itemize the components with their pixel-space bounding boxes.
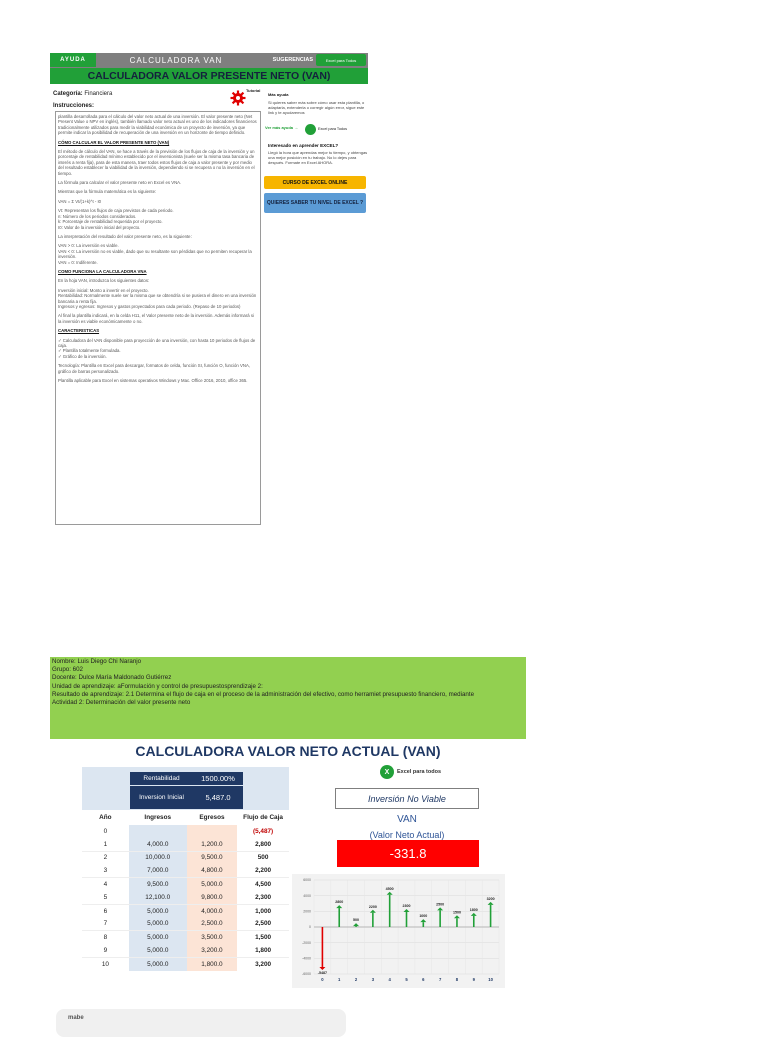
- instr-p23: ✓ Gráfico de la inversión.: [58, 353, 107, 359]
- chart-category-label: 4: [388, 977, 391, 982]
- chart-category-label: 9: [472, 977, 475, 982]
- chart-category-label: 3: [371, 977, 375, 982]
- table-row: [82, 864, 289, 877]
- cell-ano: 3: [82, 864, 129, 877]
- student-info-block: [50, 657, 526, 739]
- excel-logo-icon: X: [380, 765, 394, 779]
- chart-bar-arrowhead: [319, 967, 325, 970]
- cell-egresos[interactable]: 3,500.0: [187, 931, 237, 944]
- instr-p16: Inversión inicial: Monto a invertir en el proyecto.: [58, 287, 149, 293]
- chart-bar-arrowhead: [420, 919, 426, 922]
- chart-bar-arrowhead: [404, 909, 410, 912]
- table-row: [82, 931, 289, 944]
- brand-logo[interactable]: [380, 764, 450, 780]
- table-row: [82, 918, 289, 931]
- chart-category-label: 2: [354, 977, 358, 982]
- col-header-flujo: Flujo de Caja: [237, 810, 289, 825]
- instr-p6: Vt: Representan los flujos de caja previstos de cada periodo.: [58, 208, 174, 214]
- side-help-text: Si quieres saber más sobre cómo usar esta plantilla, o adaptarla, extenderla o corregir algún error, sigue este link y te ayudaremos: [268, 100, 365, 115]
- cell-ano: 2: [103, 854, 108, 862]
- chart-category-label: 10: [488, 977, 493, 982]
- cell-egresos[interactable]: 9,800.0: [187, 891, 237, 904]
- chart-y-tick-label: 0: [309, 925, 311, 930]
- cell-ingresos[interactable]: [129, 825, 187, 838]
- table-row: [82, 904, 289, 917]
- student-line: Actividad 2: Determinación del valor presente neto: [52, 699, 191, 707]
- instr-p11: VAN > 0: La inversión es viable.: [58, 243, 119, 249]
- status-box: Inversión No Viable: [335, 788, 479, 809]
- instr-p3: La fórmula para calcular el valor presente neto en Excel es VNA.: [58, 180, 182, 186]
- cell-ano: 4: [103, 881, 108, 889]
- cell-ingresos[interactable]: 5,000.0: [129, 904, 187, 917]
- cell-ano: 8: [103, 934, 108, 942]
- table-row: [82, 825, 289, 838]
- student-line: Resultado de aprendizaje: 2.1 Determina el flujo de caja en el proceso de la administración del efectivo, como herramiet presupuesto financiero, mediante: [52, 690, 475, 698]
- cash-flow-chart: [292, 874, 505, 988]
- cell-ano: 5: [82, 891, 129, 904]
- cell-ano: 6: [103, 907, 108, 915]
- chart-category-label: 6: [422, 977, 425, 982]
- cell-egresos[interactable]: 9,500.0: [187, 851, 237, 864]
- instr-p2: El método de cálculo del VAN, se hace a través de la previsión de los flujos de caja de la inversión y un porcentaje de rentabilidad mínimo establecido por el inversionista (suele ser la misma tasa bancaria de interés a renta fija), para de esta manera, traer todos estos flujos de caja a valor presente y por medio del resultado establecer la viabilidad de la inversión, dependiendo si se recupera o no la inversión en el tiempo.: [58, 149, 255, 176]
- table-row: [82, 851, 289, 864]
- chart-category-label: 1: [338, 977, 341, 982]
- brand-badge-small[interactable]: Excel para Todos: [316, 54, 366, 66]
- chart-data-label: 2300: [402, 903, 411, 908]
- chart-bar-arrowhead: [454, 915, 460, 918]
- cell-ingresos[interactable]: 10,000.0: [129, 851, 187, 864]
- table-row: [82, 944, 289, 957]
- instr-p18: Ingresos y egresos: Ingresos y gastos proyectados para cada periodo. (Repaso de 10 periodos): [58, 303, 241, 309]
- side-excel-title: Interesado en aprender EXCEL?: [268, 143, 339, 148]
- table-row: [82, 878, 289, 891]
- instr-p9: I0: Valor de la inversión inicial del proyecto.: [58, 224, 141, 230]
- ayuda-tab[interactable]: AYUDA: [50, 53, 96, 67]
- instr-p22: ✓ Plantilla totalmente formulada.: [58, 348, 121, 354]
- col-header-ano: Año: [82, 810, 129, 825]
- van-result: -331.8: [337, 840, 479, 867]
- chart-data-label: 2800: [335, 900, 344, 905]
- chart-y-tick-label: -2000: [302, 940, 311, 945]
- cell-ano: 0: [103, 827, 108, 835]
- instr-p7: n: Número de los periodos considerados.: [58, 213, 137, 219]
- tutorial-link[interactable]: Tutorial: [246, 88, 261, 93]
- curso-excel-button[interactable]: CURSO DE EXCEL ONLINE: [264, 176, 366, 189]
- nivel-excel-button[interactable]: QUIERES SABER TU NIVEL DE EXCEL ?: [264, 193, 366, 213]
- chart-bar-arrowhead: [488, 902, 494, 905]
- instr-p12: VAN < 0: La inversión no es viable, dado que su resultante son pérdidas que no permiten recuperar la inversión.: [58, 248, 252, 260]
- instr-heading-1: CÓMO CALCULAR EL VALOR PRESENTE NETO (VAN): [58, 139, 170, 145]
- instrucciones-label: Instrucciones:: [53, 103, 95, 109]
- sugerencias-tab[interactable]: SUGERENCIAS: [272, 57, 313, 63]
- chart-category-label: 8: [455, 977, 459, 982]
- table-row: [82, 891, 289, 904]
- instr-p25: Plantilla aplicable para Excel en sistemas operativos Windows y Mac. Office 2016, 2010, office 365.: [58, 378, 248, 384]
- student-line: Unidad de aprendizaje: aFormulación y control de presupuestosprendizaje 2:: [52, 682, 263, 690]
- student-line: Docente: Dulce María Maldonado Gutiérrez: [52, 674, 172, 682]
- brand-logo-text: Excel para todos: [397, 769, 442, 775]
- cell-flujo: 2,200: [237, 864, 289, 877]
- instr-p4: Mientras que la fórmula matemática es la siguiente:: [58, 189, 157, 195]
- cell-ingresos[interactable]: 4,000.0: [129, 838, 187, 851]
- van-sublabel: (Valor Neto Actual): [369, 830, 445, 840]
- chart-category-label: 5: [405, 977, 408, 982]
- gear-icon[interactable]: [230, 90, 246, 106]
- cell-egresos[interactable]: [187, 825, 237, 838]
- instructions-box: [55, 111, 261, 525]
- cell-ano: 7: [82, 918, 129, 931]
- categoria-value: Financiera: [84, 91, 113, 97]
- calculator-title: CALCULADORA VALOR NETO ACTUAL (VAN): [135, 743, 441, 759]
- cash-flow-body: [82, 825, 289, 971]
- brand-logo-icon: [305, 124, 316, 135]
- table-row: [82, 957, 289, 970]
- cell-ingresos[interactable]: 5,000.0: [129, 957, 187, 970]
- chart-data-label: 500: [353, 918, 360, 923]
- instr-heading-14: COMO FUNCIONA LA CALCULADORA VNA: [58, 268, 147, 274]
- brand-badge-mid[interactable]: [305, 123, 353, 135]
- col-header-ingresos: Ingresos: [129, 810, 187, 825]
- chart-svg: [292, 874, 505, 988]
- chart-category-label: 0: [321, 977, 324, 982]
- chart-bar-arrowhead: [437, 907, 443, 910]
- chart-data-label: 1800: [469, 907, 478, 912]
- cell-ano: 10: [101, 960, 109, 968]
- instr-p19: Al final la plantilla indicará, en la celda H11, el Valor presente neto de la inversión. Además informará si la inversión es viable económicamente o no.: [58, 313, 254, 324]
- cell-flujo: 4,500: [255, 881, 272, 889]
- cell-flujo: (5,487): [252, 827, 274, 835]
- instr-p21: ✓ Calculadora del VAN disponible para proyección de una inversión, con hasta 10 periodos de flujos de caja.: [58, 337, 256, 348]
- rentabilidad-label: Rentabilidad: [130, 772, 193, 785]
- cell-flujo: 1,500: [255, 934, 272, 942]
- categoria-row: [53, 91, 112, 97]
- cell-flujo: 3,200: [255, 960, 272, 968]
- sheet-banner: CALCULADORA VALOR PRESENTE NETO (VAN): [50, 68, 368, 84]
- cell-flujo: 2,500: [237, 918, 289, 931]
- col-header-egresos: Egresos: [187, 810, 237, 825]
- instr-p8: k: Porcentaje de rentabilidad requerida por el proyecto.: [58, 219, 163, 225]
- cell-egresos[interactable]: 1,200.0: [187, 838, 237, 851]
- cell-egresos[interactable]: 5,000.0: [187, 878, 237, 891]
- cell-egresos[interactable]: 4,000.0: [187, 904, 237, 917]
- chart-data-label: -5487: [317, 970, 328, 975]
- ver-mas-link[interactable]: Ver más ayuda →: [265, 125, 299, 130]
- cell-ingresos[interactable]: 5,000.0: [129, 931, 187, 944]
- chart-bar-arrowhead: [336, 905, 342, 908]
- footer-text: mabe: [68, 1015, 84, 1021]
- cell-egresos[interactable]: 2,500.0: [187, 918, 237, 931]
- footer-bar: [56, 1009, 346, 1037]
- chart-category-label: 7: [438, 977, 442, 982]
- cell-flujo: 1,800: [237, 944, 289, 957]
- cell-flujo: 2,300: [237, 891, 289, 904]
- chart-y-tick-label: -6000: [302, 972, 311, 977]
- instr-p17: Rentabilidad: Normalmente suele ser la misma que se obtendría si se pusiera el dinero en una inversión bancaria a renta fija.: [58, 293, 257, 304]
- toolbar-title: CALCULADORA VAN: [129, 55, 223, 65]
- chart-data-label: 2500: [436, 902, 445, 907]
- cell-ingresos[interactable]: 7,000.0: [129, 864, 187, 877]
- student-line: Grupo: 602: [52, 666, 83, 674]
- brand-mid-text: Excel para Todos: [318, 127, 348, 131]
- inversion-input[interactable]: 5,487.0: [193, 786, 243, 809]
- table-row: [82, 838, 289, 851]
- chart-bar-arrowhead: [471, 913, 477, 916]
- cash-flow-table: [82, 810, 289, 971]
- cell-egresos[interactable]: 4,800.0: [187, 864, 237, 877]
- cell-flujo: 500: [257, 854, 269, 862]
- rentabilidad-input[interactable]: 1500.00%: [193, 772, 243, 785]
- chart-bar-arrowhead: [387, 892, 393, 895]
- inversion-label: Inversion Inicial: [130, 786, 193, 809]
- instr-p0: plantilla desarrollada para el cálculo del valor neto actual de una inversión. El valor presente neto (Net Present Value o NPV en inglés), también llamado valor neto actual es uno de los indicadores financieros tradicionalmente utilizados para medir la viabilidad económica de un proyecto de inversión, ya que permite indicar la posibilidad de recuperación de una inversión en un horizonte de tiempo definido.: [58, 114, 257, 136]
- instr-p15: En la hoja VAN, introduzca los siguientes datos:: [58, 278, 150, 284]
- student-line: Nombre: Luis Diego Chi Naranjo: [52, 658, 142, 665]
- instr-heading-20: CARACTERISTICAS: [58, 328, 100, 334]
- side-excel-text: Llegó la hora que aprendas mejor tu tiempo, y obtengas una mejor posición en tu trabajo. No lo dejes para después. Formate en Excel AHORA.: [268, 150, 368, 165]
- cell-ano: 9: [82, 944, 129, 957]
- chart-data-label: 4500: [385, 886, 394, 891]
- cell-flujo: 1,000: [255, 907, 272, 915]
- chart-y-tick-label: 6000: [303, 878, 311, 883]
- cell-ingresos[interactable]: 9,500.0: [129, 878, 187, 891]
- chart-y-tick-label: -4000: [302, 956, 311, 961]
- chart-data-label: 2200: [368, 904, 377, 909]
- table-header-row: [82, 810, 289, 825]
- chart-y-tick-label: 4000: [303, 893, 311, 898]
- chart-data-label: 3200: [486, 896, 495, 901]
- van-label: VAN: [397, 814, 417, 825]
- side-help-title: Más ayuda: [268, 92, 289, 97]
- chart-data-label: 1000: [419, 914, 428, 919]
- chart-data-label: 1500: [452, 910, 461, 915]
- cell-ingresos[interactable]: 12,100.0: [129, 891, 187, 904]
- side-excel-panel: [268, 143, 368, 165]
- instr-p10: La interpretación del resultado del valor presente neto, es la siguiente:: [58, 233, 192, 239]
- cell-flujo: 2,800: [237, 838, 289, 851]
- instr-p13: VAN = 0: Indiferente.: [58, 259, 98, 265]
- instr-formula: VAN = Σ Vt/(1+k)^t - I0: [58, 198, 102, 204]
- instr-p24: Tecnología: Plantilla en Excel para descargar, formatos de celda, función SI, función O, función VNA, gráfico de barras personalizado.: [58, 363, 251, 374]
- cell-ingresos[interactable]: 5,000.0: [129, 944, 187, 957]
- chart-y-tick-label: 2000: [303, 909, 311, 914]
- cell-ingresos[interactable]: 5,000.0: [129, 918, 187, 931]
- cell-egresos[interactable]: 3,200.0: [187, 944, 237, 957]
- cell-ano: 1: [82, 838, 129, 851]
- side-help-panel: [268, 92, 368, 115]
- cell-egresos[interactable]: 1,800.0: [187, 957, 237, 970]
- chart-bar-arrowhead: [353, 923, 359, 926]
- categoria-label: Categoría:: [53, 91, 83, 97]
